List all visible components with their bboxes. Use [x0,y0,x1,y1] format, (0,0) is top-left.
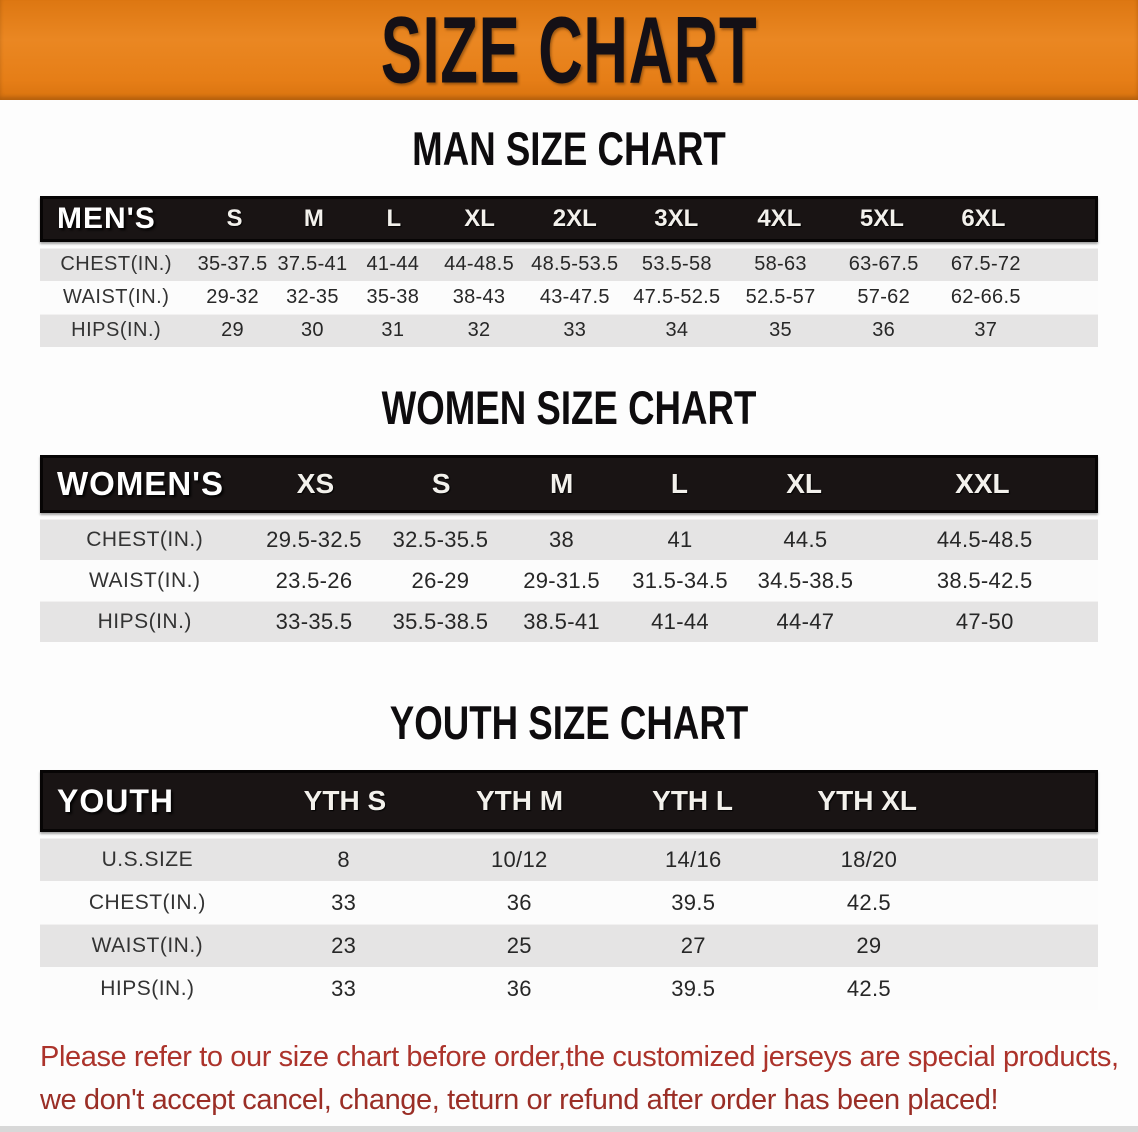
row-label: U.S.SIZE [101,847,194,871]
size-value: 33 [563,319,587,341]
column-header: 4XL [757,205,802,232]
column-header: YTH M [475,785,564,816]
row-label: WAIST(IN.) [91,933,204,957]
size-value: 41-44 [366,253,420,275]
men-size-table [40,196,1098,347]
size-value: 29-32 [206,286,259,308]
size-value: 29.5-32.5 [266,526,362,552]
size-value: 26-29 [411,567,470,593]
size-value: 42.5 [846,975,891,1001]
column-header: L [670,468,688,499]
table-row [40,924,1098,967]
column-header: 6XL [961,205,1006,232]
column-header: XL [464,205,495,232]
size-value: 38.5-42.5 [936,567,1033,593]
size-value: 41 [667,526,693,552]
size-value: 47.5-52.5 [633,286,721,308]
size-value: 29 [221,319,244,341]
page-title: SIZE CHART [380,0,758,103]
men-section-heading: MAN SIZE CHART [412,122,726,175]
size-value: 34.5-38.5 [757,567,854,593]
size-value: 32-35 [286,286,339,308]
size-value: 33 [331,889,357,915]
size-value: 58-63 [754,253,807,275]
size-value: 63-67.5 [848,253,919,275]
row-label: CHEST(IN.) [60,253,172,275]
table-row [40,281,1098,314]
size-value: 57-62 [857,286,911,308]
size-value: 10/12 [490,846,548,872]
section-youth [0,642,1138,1010]
size-value: 36 [506,889,532,915]
column-header: YTH S [303,785,387,816]
youth-size-table [40,770,1098,1010]
size-value: 33 [331,975,357,1001]
table-title-cell: WOMEN'S [57,465,225,502]
disclaimer [40,1036,1119,1122]
table-title-cell: MEN'S [57,202,156,235]
size-value: 39.5 [671,975,716,1001]
table-row [40,967,1098,1010]
size-value: 53.5-58 [641,253,712,275]
row-label: HIPS(IN.) [97,609,192,633]
size-value: 33-35.5 [275,608,353,634]
size-value: 35-37.5 [197,253,268,275]
disclaimer-line-2: we don't accept cancel, change, teturn or refund after order has been placed! [40,1084,999,1116]
size-value: 36 [506,975,532,1001]
size-value: 23 [331,932,357,958]
size-value: 41-44 [651,608,709,634]
size-value: 30 [300,319,324,341]
column-header: L [386,205,402,232]
size-value: 14/16 [665,846,722,872]
size-value: 37.5-41 [277,253,348,275]
row-label: WAIST(IN.) [88,568,201,592]
size-value: 47-50 [955,608,1014,634]
table-row [40,519,1098,560]
size-value: 62-66.5 [950,286,1021,308]
column-header: S [226,205,243,232]
size-value: 44-48.5 [444,253,514,275]
table-header-row [40,770,1098,832]
size-value: 36 [872,319,896,341]
size-value: 43-47.5 [539,286,610,308]
row-label: HIPS(IN.) [71,319,162,341]
size-value: 44-47 [776,608,835,634]
size-value: 8 [337,846,350,872]
table-row [40,560,1098,601]
size-value: 42.5 [846,889,891,915]
size-value: 29 [856,932,882,958]
size-value: 35.5-38.5 [392,608,489,634]
size-value: 38 [549,526,575,552]
size-value: 32 [467,319,491,341]
size-value: 52.5-57 [745,286,816,308]
section-women [0,347,1138,642]
youth-section-heading: YOUTH SIZE CHART [389,696,749,749]
column-header: YTH L [652,785,734,816]
table-row [40,314,1098,347]
size-value: 35-38 [366,286,420,308]
table-header-row [40,455,1098,513]
size-value: 44.5-48.5 [936,526,1033,552]
size-value: 37 [974,319,998,341]
size-value: 48.5-53.5 [531,253,619,275]
size-value: 23.5-26 [275,567,353,593]
column-header: S [431,468,451,499]
size-value: 27 [680,932,706,958]
table-row [40,881,1098,924]
row-label: CHEST(IN.) [86,527,204,551]
size-value: 25 [506,932,532,958]
size-value: 38.5-41 [523,608,600,634]
table-row [40,838,1098,881]
size-value: 31.5-34.5 [632,567,728,593]
column-header: 3XL [654,205,699,232]
women-section-heading: WOMEN SIZE CHART [381,381,757,434]
size-value: 32.5-35.5 [392,526,489,552]
section-men [0,100,1138,347]
size-value: 67.5-72 [950,253,1021,275]
row-label: CHEST(IN.) [88,890,206,914]
size-value: 29-31.5 [523,567,600,593]
column-header: YTH XL [817,785,917,816]
women-size-table [40,455,1098,642]
column-header: 5XL [859,205,904,232]
row-label: HIPS(IN.) [100,976,195,1000]
size-value: 39.5 [671,889,716,915]
column-header: XS [296,468,335,499]
size-value: 35 [769,319,792,341]
size-value: 18/20 [840,846,898,872]
table-header-row [40,196,1098,242]
column-header: M [303,205,324,232]
row-label: WAIST(IN.) [62,286,170,308]
bottom-strip [0,1126,1138,1132]
column-header: 2XL [552,205,597,232]
size-value: 44.5 [783,526,828,552]
column-header: XL [786,468,822,499]
size-value: 31 [381,319,405,341]
disclaimer-line-1: Please refer to our size chart before order,the customized jerseys are special products, [40,1041,1119,1073]
column-header: M [549,468,574,499]
size-value: 34 [665,319,689,341]
banner [0,0,1138,103]
table-title-cell: YOUTH [57,782,174,819]
table-row [40,248,1098,281]
size-value: 38-43 [452,286,506,308]
table-row [40,601,1098,642]
column-header: XXL [955,468,1010,499]
